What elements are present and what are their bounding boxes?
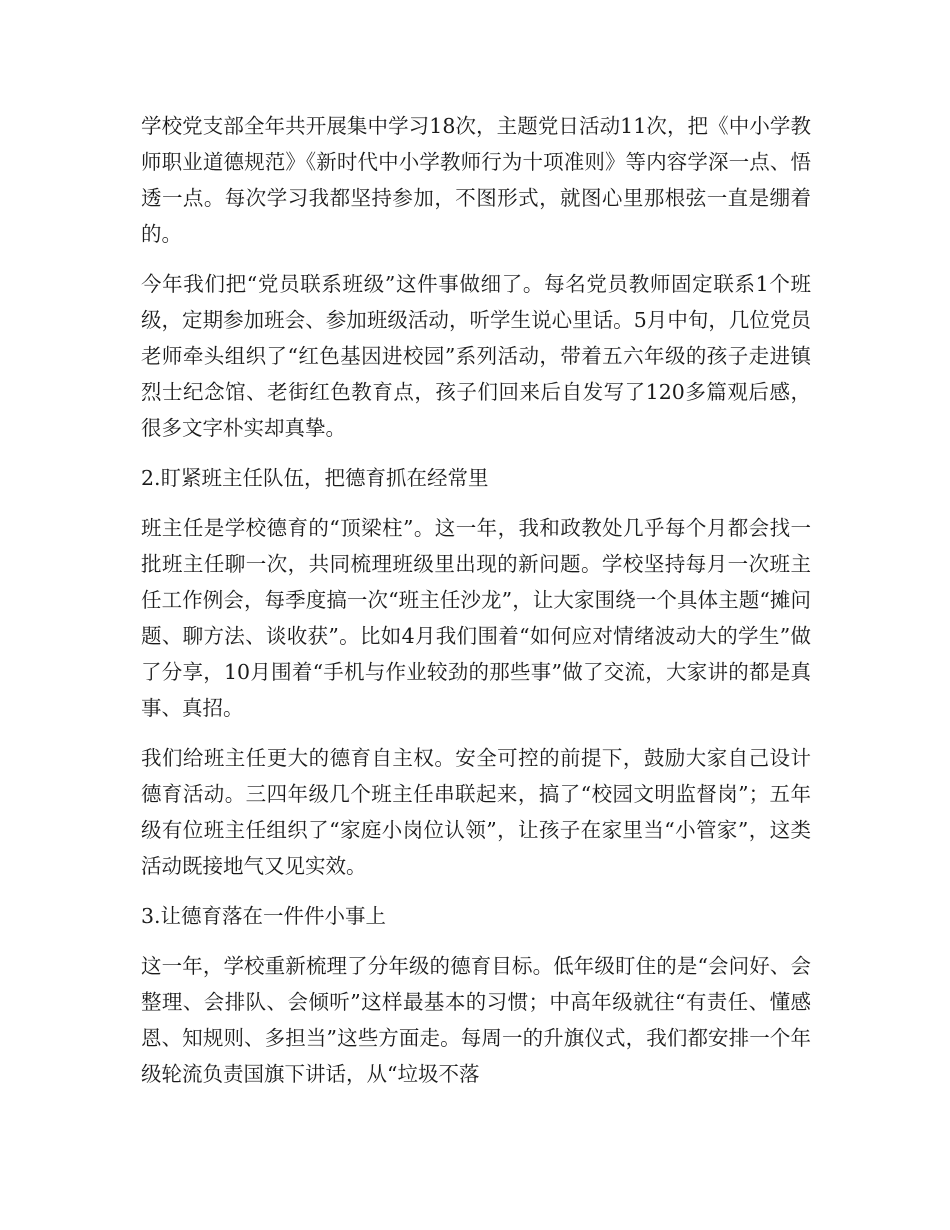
- paragraph-head-teacher-team: 班主任是学校德育的“顶梁柱”。这一年，我和政教处几乎每个月都会找一批班主任聊一次，共同梳理班级里出现的新问题。学校坚持每月一次班主任工作例会，每季度搞一次“班主任沙龙”，让大家围绕一个具体主题“摊问题、聊方法、谈收获”。比如4月我们围着“如何应对情绪波动大的学生”做了分享，10月围着“手机与作业较劲的那些事”做了交流，大家讲的都是真事、真招。: [141, 516, 811, 720]
- paragraph-party-member-class-link: 今年我们把“党员联系班级”这件事做细了。每名党员教师固定联系1个班级，定期参加班会、参加班级活动，听学生说心里话。5月中旬，几位党员老师牵头组织了“红色基因进校园”系列活动，带着五六年级的孩子走进镇烈士纪念馆、老街红色教育点，孩子们回来后自发写了120多篇观后感，很多文字朴实却真挚。: [141, 272, 811, 440]
- paragraph-party-study: 学校党支部全年共开展集中学习18次，主题党日活动11次，把《中小学教师职业道德规范》《新时代中小学教师行为十项准则》等内容学深一点、悟透一点。每次学习我都坚持参加，不图形式，就图心里那根弦一直是绷着的。: [141, 114, 811, 246]
- document-body: [141, 108, 811, 1106]
- section-heading-3: 3.让德育落在一件件小事上: [141, 904, 387, 928]
- paragraph-head-teacher-autonomy: 我们给班主任更大的德育自主权。安全可控的前提下，鼓励大家自己设计德育活动。三四年级几个班主任串联起来，搞了“校园文明监督岗”；五年级有位班主任组织了“家庭小岗位认领”，让孩子在家里当“小管家”，这类活动既接地气又见实效。: [141, 746, 811, 878]
- section-heading-2: 2.盯紧班主任队伍，把德育抓在经常里: [141, 466, 489, 490]
- paragraph-grade-goals: 这一年，学校重新梳理了分年级的德育目标。低年级盯住的是“会问好、会整理、会排队、会倾听”这样最基本的习惯；中高年级就往“有责任、懂感恩、知规则、多担当”这些方面走。每周一的升旗仪式，我们都安排一个年级轮流负责国旗下讲话，从“垃圾不落: [141, 954, 811, 1086]
